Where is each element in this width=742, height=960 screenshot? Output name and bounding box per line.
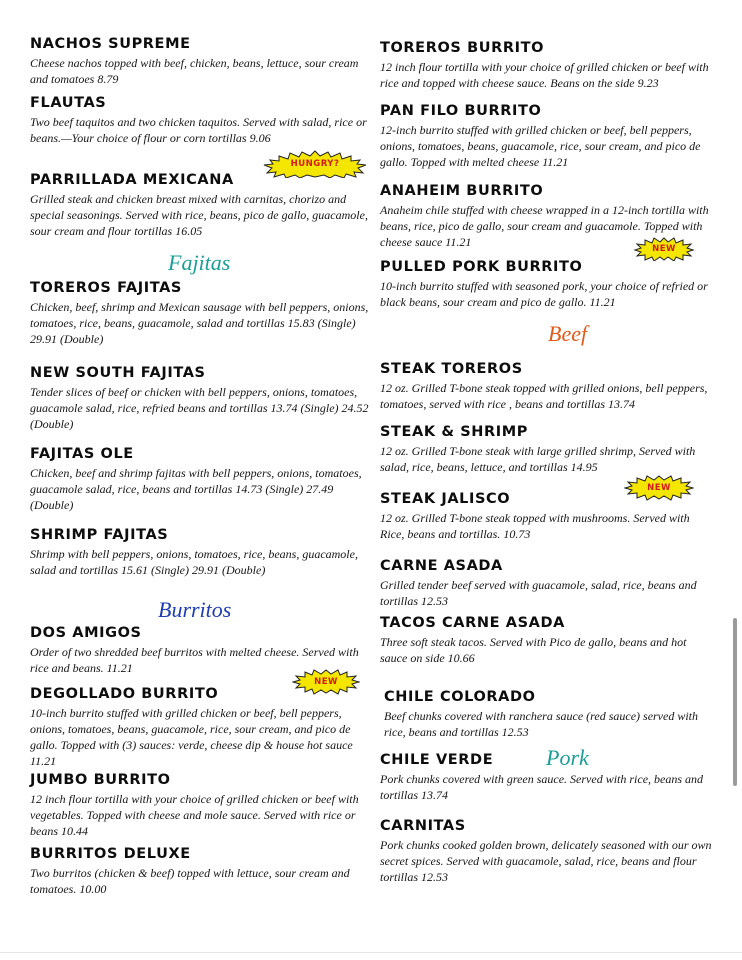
item-description: Pork chunks cooked golden brown, delicately seasoned with our own secret spices. Served with guacamole, salad, rice, beans and flour tortillas 12.53: [380, 838, 712, 884]
item-description: 12 oz. Grilled T-bone steak with large grilled shrimp, Served with salad, rice, beans, lettuce, and tortillas 14.95: [380, 444, 696, 474]
section-heading-beef: Beef: [548, 321, 588, 346]
item-title: STEAK JALISCO: [380, 491, 511, 507]
scrollbar[interactable]: [733, 618, 737, 786]
menu-item-steak-toreros: [380, 361, 714, 412]
item-title: FLAUTAS: [30, 95, 107, 111]
item-description: Order of two shredded beef burritos with melted cheese. Served with rice and beans. 11.21: [30, 645, 359, 675]
new-badge: [634, 237, 694, 261]
item-title: PULLED PORK BURRITO: [380, 259, 583, 275]
divider: [0, 952, 742, 953]
badge-label: NEW: [314, 677, 338, 687]
menu-item-chile-colorado: [384, 689, 718, 740]
section-heading-pork: Pork: [546, 745, 589, 770]
item-title: TACOS CARNE ASADA: [380, 615, 565, 631]
item-description: Two beef taquitos and two chicken taquitos. Served with salad, rice or beans.—Your choice of flour or corn tortillas 9.06: [30, 115, 367, 145]
menu-item-fajitas-ole: [30, 446, 375, 513]
menu-item-burritos-deluxe: [30, 846, 375, 897]
item-title: PARRILLADA MEXICANA: [30, 172, 234, 188]
menu-item-parrillada-mexicana: [30, 172, 375, 239]
item-description: Anaheim chile stuffed with cheese wrapped in a 12-inch tortilla with beans, rice, pico de gallo, sour cream and guacamole. Topped with cheese sauce 11.21: [380, 203, 709, 249]
item-title: TOREROS FAJITAS: [30, 280, 182, 296]
menu-item-nachos-supreme: [30, 36, 375, 87]
item-title: PAN FILO BURRITO: [380, 103, 542, 119]
menu-item-carnitas: [380, 818, 714, 885]
item-title: STEAK & SHRIMP: [380, 424, 529, 440]
item-description: Pork chunks covered with green sauce. Served with rice, beans and tortillas 13.74: [380, 772, 704, 802]
new-badge: [292, 669, 360, 695]
item-title: TOREROS BURRITO: [380, 40, 545, 56]
item-description: 12-inch burrito stuffed with grilled chicken or beef, bell peppers, onions, tomatoes, beans, guacamole, rice, sour cream, and pico de gallo. Topped with melted cheese 11.21: [380, 123, 701, 169]
item-title: CARNITAS: [380, 818, 466, 834]
item-title: NEW SOUTH FAJITAS: [30, 365, 206, 381]
menu-item-toreros-fajitas: [30, 280, 375, 347]
item-description: 12 inch flour tortilla with your choice of grilled chicken or beef with vegetables. Topped with cheese and mole sauce. Served with rice or beans 10.44: [30, 792, 359, 838]
item-description: Chicken, beef, shrimp and Mexican sausage with bell peppers, onions, tomatoes, rice, beans, guacamole, salad and tortillas 15.83 (Single) 29.91 (Double): [30, 300, 369, 346]
item-title: ANAHEIM BURRITO: [380, 183, 544, 199]
menu-item-degollado-burrito: [30, 686, 375, 769]
item-description: 12 inch flour tortilla with your choice of grilled chicken or beef with rice and topped with cheese sauce. Beans on the side 9.23: [380, 60, 709, 90]
badge-label: NEW: [652, 244, 676, 254]
item-title: DOS AMIGOS: [30, 625, 142, 641]
item-title: FAJITAS OLE: [30, 446, 134, 462]
item-description: Two burritos (chicken & beef) topped with lettuce, sour cream and tomatoes. 10.00: [30, 866, 350, 896]
item-description: Chicken, beef and shrimp fajitas with bell peppers, onions, tomatoes, guacamole salad, rice, beans and tortillas 14.73 (Single) 27.49 (Double): [30, 466, 362, 512]
item-description: Grilled steak and chicken breast mixed with carnitas, chorizo and special seasonings. Served with rice, beans, pico de gallo, guacamole, sour cream and flour tortillas 16.05: [30, 192, 368, 238]
item-description: 12 oz. Grilled T-bone steak topped with mushrooms. Served with Rice, beans and tortillas. 10.73: [380, 511, 690, 541]
section-heading-fajitas: Fajitas: [168, 250, 231, 275]
item-description: Grilled tender beef served with guacamole, salad, rice, beans and tortillas 12.53: [380, 578, 697, 608]
hungry-badge: [262, 150, 368, 178]
menu-item-shrimp-fajitas: [30, 527, 375, 578]
menu-item-tacos-carne-asada: [380, 615, 714, 666]
item-title: STEAK TOREROS: [380, 361, 523, 377]
item-title: CARNE ASADA: [380, 558, 503, 574]
item-title: CHILE COLORADO: [384, 689, 536, 705]
menu-item-carne-asada: [380, 558, 714, 609]
menu-item-new-south-fajitas: [30, 365, 375, 432]
item-description: 12 oz. Grilled T-bone steak topped with grilled onions, bell peppers, tomatoes, served with rice , beans and tortillas 13.74: [380, 381, 708, 411]
new-badge: [624, 475, 694, 501]
item-title: JUMBO BURRITO: [30, 772, 171, 788]
menu-item-toreros-burrito: [380, 40, 714, 91]
item-title: CHILE VERDE: [380, 752, 494, 768]
menu-item-flautas: [30, 95, 375, 146]
menu-item-pulled-pork-burrito: [380, 259, 714, 310]
menu-item-chile-verde: [380, 752, 714, 803]
item-title: DEGOLLADO BURRITO: [30, 686, 219, 702]
item-description: Cheese nachos topped with beef, chicken, beans, lettuce, sour cream and tomatoes 8.79: [30, 56, 359, 86]
menu-item-jumbo-burrito: [30, 772, 375, 839]
item-description: Beef chunks covered with ranchera sauce (red sauce) served with rice, beans and tortillas 12.53: [384, 709, 699, 739]
item-description: Three soft steak tacos. Served with Pico de gallo, beans and hot sauce on side 10.66: [380, 635, 687, 665]
item-title: NACHOS SUPREME: [30, 36, 191, 52]
item-description: 10-inch burrito stuffed with grilled chicken or beef, bell peppers, onions, tomatoes, beans, guacamole, rice, sour cream, and pico de gallo. Topped with (3) sauces: verde, cheese dip & house hot sauce 11.21: [30, 706, 353, 768]
section-heading-burritos: Burritos: [158, 597, 232, 622]
badge-label: HUNGRY?: [290, 159, 340, 169]
item-title: SHRIMP FAJITAS: [30, 527, 169, 543]
item-title: BURRITOS DELUXE: [30, 846, 191, 862]
menu-item-steak-and-shrimp: [380, 424, 714, 475]
menu-item-pan-filo-burrito: [380, 103, 714, 170]
item-description: Shrimp with bell peppers, onions, tomatoes, rice, beans, guacamole, salad and tortillas 15.61 (Single) 29.91 (Double): [30, 547, 358, 577]
item-description: 10-inch burrito stuffed with seasoned pork, your choice of refried or black beans, sour cream and pico de gallo. 11.21: [380, 279, 708, 309]
item-description: Tender slices of beef or chicken with bell peppers, onions, tomatoes, guacamole salad, rice, refried beans and tortillas 13.74 (Single) 24.52 (Double): [30, 385, 369, 431]
badge-label: NEW: [647, 483, 671, 493]
